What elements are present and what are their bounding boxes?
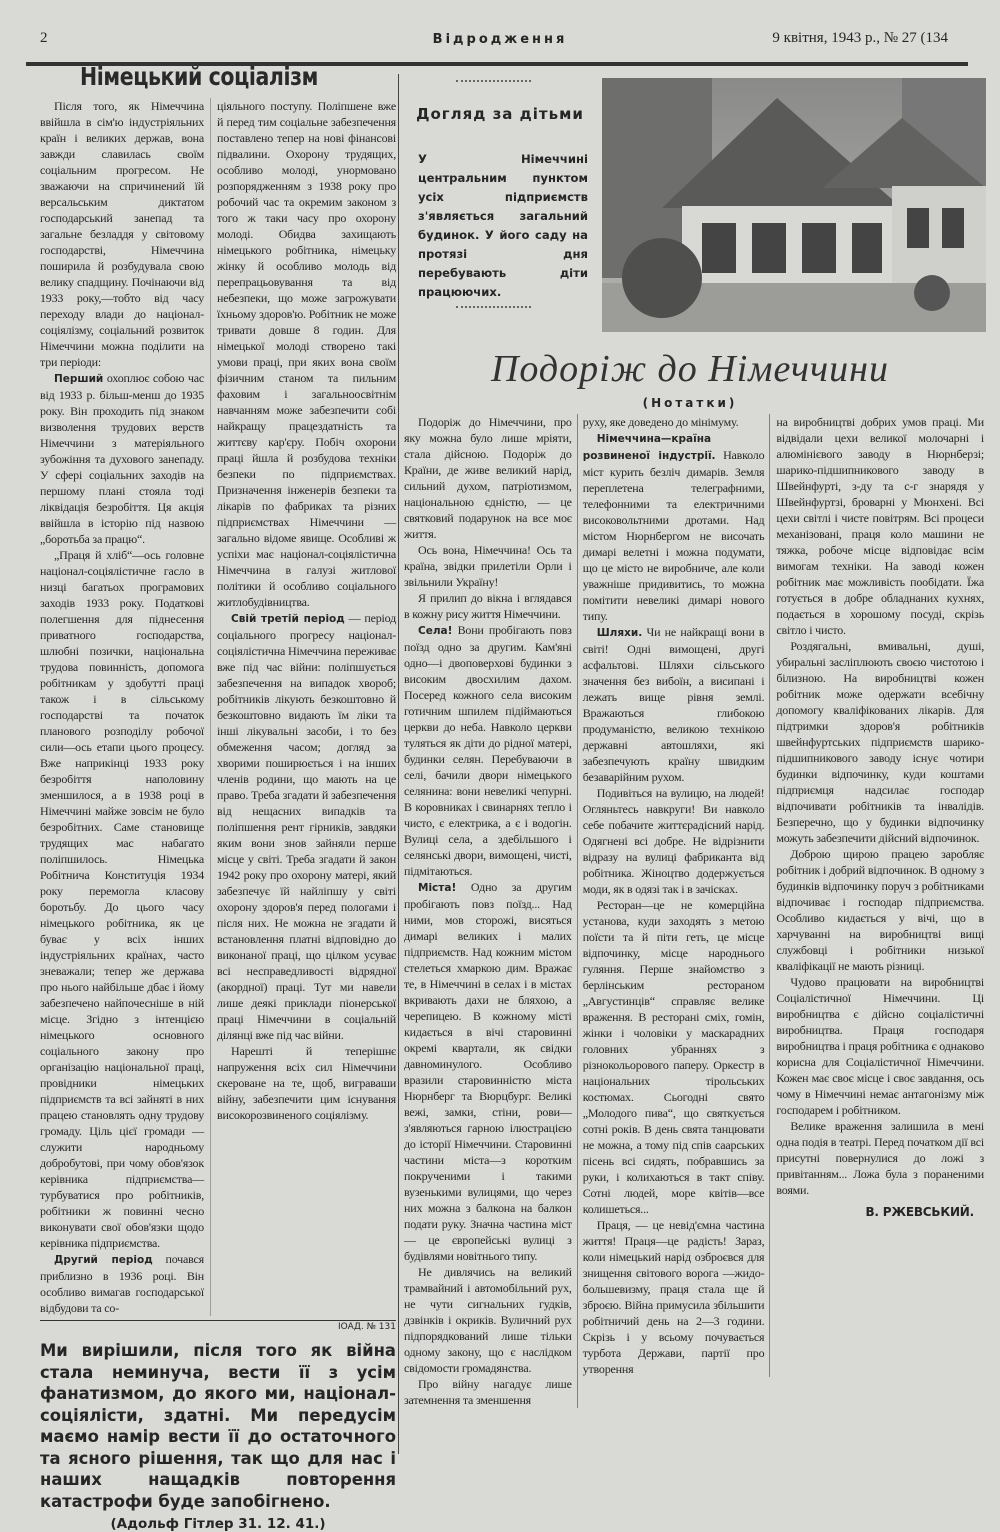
- paragraph: [404, 542, 572, 590]
- article-source: ІОАД. № 131: [40, 1320, 396, 1332]
- paragraph: [776, 1118, 984, 1198]
- paragraph-text: Подоріж до Німеччини, про яку можна було лише мріяти, стала дійсною. Подоріж до Країни, де живе великий нарід, сильний духом, патріотизмом, національною єдністю, — це святковий подарунок на все моє життя.: [404, 415, 572, 541]
- paragraph-lead: Німеччина—країна розвиненої індустрії.: [582, 433, 716, 462]
- paragraph: [217, 1043, 396, 1123]
- quote-text: Ми вирішили, після того як війна стала неминуча, вести її з усім фанатизмом, до якого ми, націонал-соціялісти, здатні. Ми передусім маємо намір вести її до остаточного та ясного рішення, так що для нас і наших нащадків повторення катастрофи буде запобігнено.: [40, 1341, 396, 1511]
- paragraph-text: Велике враження залишила в мені одна подія в театрі. Перед початком дії всі присутні повернулися до ложі з привітанням... Ложа була з пораненими воями.: [776, 1119, 984, 1197]
- paragraph-lead: Перший: [54, 373, 104, 385]
- paragraph-text: почався приблизно в 1936 році. Він особливо вимагав господарської відбудови та со-: [40, 1252, 204, 1315]
- paragraph-text: Не дивлячись на великий трамвайний і автомобільний рух, не чути сигнальних гудків, дзвінків і окриків. Вуличний рух підпорядкований лише тільки одному закону, що є наслідком свідомости громадянства.: [404, 1265, 572, 1375]
- paragraph: [404, 1376, 572, 1408]
- article-columns: [40, 98, 396, 1316]
- section-divider: [398, 74, 399, 1454]
- paragraph-text: Чи не найкращі вони в світі! Одні вимощені, другі асфальтові. Шляхи сільського значення без вибоїн, а висипані і лежать вище рівня землі. Вражаються глибокою продуманістю, великою технікою державні автошляхи, які забезпечують країну швидким безаварійним рухом.: [582, 625, 765, 784]
- paragraph-text: охоплює собою час від 1933 р. більш-менш до 1935 року. Він проходить під знаком визволення трудових верств Німеччини з матеріяльного зубожіння та духового занепаду. У сфері соціальних заходів на першому плані стояла тоді ліквідація безробіття. Ця акція ввійшла в історію під назвою „боротьба за працю“.: [40, 371, 204, 546]
- caption-title: Догляд за дітьми: [416, 105, 584, 123]
- paragraph-text: Доброю щирою працею заробляє робітник і добрий відпочинок. В одному з будинків відпочинку поруч з робітниками відпочиває і господар підприємства. Особливо кидається у вічі, що в харчуванні на виробництві вищі службовці і робітники низької кваліфікації не мають різниці.: [776, 847, 984, 973]
- issue-date: 9 квітня, 1943 р., № 27 (134: [772, 30, 948, 46]
- paragraph: [776, 414, 984, 638]
- paragraph: [583, 414, 765, 430]
- article-column: [404, 414, 578, 1408]
- paragraph-text: Одно за другим пробігають повз поїзд... Над ними, мов сторожі, висяться димарі великих і малих підприємств. Над кожним містом стелеться хмаркою дим. Вражає те, в Німеччині в селах і в містах вкривають дахи не бляхою, а черепицею. В кожному місті кидається в вічі старовинні окремі квартали, як свідки давноминулого. Особливо вразили старовинністю міста Нюрнберг та Вюрцбург. Великі вежі, замки, стіни, рови—з'являються гарною ілюстрацією до історії Німеччини. Старовинні частини міста—з коротким покрученими і такими вузенькими вулицями, що через них можна з балкона на балкон подати руку. Значна частина міст — це європейські вулиці з будівлями новітнього типу.: [404, 880, 572, 1263]
- paragraph: [404, 414, 572, 542]
- paragraph: [583, 785, 765, 897]
- article-columns: [404, 414, 984, 1408]
- paragraph: [583, 897, 765, 1217]
- paragraph: [40, 370, 204, 547]
- kindergarten-house-photo: [602, 78, 986, 332]
- article-column: [211, 98, 396, 1316]
- paragraph-lead: Шляхи.: [596, 627, 643, 639]
- article-title: Подоріж до Німеччини: [490, 348, 889, 390]
- paragraph-text: Вони пробігають повз поїзд одно за другим. Кам'яні одно—і двоповерхові будинки з високим двосхилим дахом. Посеред кожного села високим готичним шпилем підіймаються церкви до неба. Навколо церкви туляться як діти до рідної матері, будинки селян. Перебуваючи в селі, бачили двори німецького селянина: вони невеликі чепурні. В коровниках і свинарнях тепло і чисто, є електрика, а є і водогін. Вулиці села, а здебільшого і селянські двори, вимощені, чисті, підмітаються.: [404, 623, 572, 878]
- paragraph: [404, 590, 572, 622]
- article-author: В. РЖЕВСЬКИЙ.: [865, 1205, 974, 1219]
- paragraph-text: Нарешті й теперішнє напруження всіх сил Німеччини скероване на те, щоб, виграваши війну, забезпечити цим існування високорозвиненого соціялізму.: [217, 1044, 396, 1122]
- paragraph: [776, 846, 984, 974]
- article-section: [40, 98, 396, 1532]
- paragraph: [404, 622, 572, 879]
- paragraph: [583, 624, 765, 785]
- paragraph-text: Чудово працювати на виробництві Соціалістичної Німеччини. Ці виробництва є дійсно соціалістичні виробництва. Праця господаря виробництва і праця робітника є однаково корисна для Соціалістичної Німеччини. Кожен має своє місце і своє завдання, ось чому в Німеччині немає антагонізму між господарем і робітником.: [776, 975, 984, 1117]
- quote-signature: (Адольф Гітлер 31. 12. 41.): [110, 1516, 326, 1532]
- paragraph-text: ціяльного поступу. Поліпшене вже й перед тим соціальне забезпечення поставлено тепер на нові фінансові підвалини. Охорону трудящих, особливо молоді, унормовано розпорядженням з 1938 року про робочий час та окремим законом з того ж таки часу про охорону молоді. Обидва захищають німецького робітника, німецьку жінку й особливо молодь від перепрацьовування та від небезпеки, що може загрожувати їхньому здоров'ю. Робітник не може тривати довше 8 годин. Для німецької молоді створено такі умови праці, при яких вона своїм фізичним станом та пильним фаховим і загальноосвітнім навчанням може забезпечити собі найкращу працездатність та життєву кар'єру. Побіч охорони праці йшла й розбудова техніки безпеки по підприємствах. Призначення інженерів безпеки та лікарів по фабриках та різних підприємствах Німеччини — загально відоме явище. Особливі ж успіхи має націонал-соціялістична Німеччина в галузі житлової політики й особливо соціального житлобудівництва.: [217, 99, 396, 609]
- paragraph-text: „Праця й хліб“—ось головне націонал-соціялістичне гасло в низці багатьох програмових заходів 1933 року. Податкові полегшення для піднесення приватного господарства, шлюбні позички, національна трудова повинність, допомога робітникам у здобутті праці також і в сільському господарстві та початок планового розподілу робочої сили—ось етапи цього процесу. Вже наприкінці 1933 року безробіття наполовину зменшилося, а в 1938 році в Німеччині майже зовсім не було безробітних. Саме становище трудящих мас набагато поліпшилось. Німецька Робітнича Конституція 1934 року перемогла класову боротьбу. До цього часу німецького робітника, як це буває у всіх інших індустріяльних країнах, часто зневажали; тепер же держава про нього найбільше дбає і йому забезпечено найпочесніше в ній місце. Згідно з інтенцією німецького основного соціального закону про організацію національної праці, провідники німецьких підприємств та всі зайняті в них працею становлять одну трудову громаду. Ціль цієї громади — служити народньому добробутові, при чому обов'язок керівника підприємства—турбуватися про робітників, робітники ж повинні чесно виконувати свої обов'язки щодо керівника підприємства.: [40, 548, 204, 1250]
- newspaper-name: Відродження: [432, 32, 568, 47]
- paragraph-text: Роздягальні, вмивальні, душі, убиральні засліплюють своєю чистотою і білизною. На виробництві кожен робітник може одержати всебічну допомогу кваліфікованих лікарів. Для підтримки здоров'я робітників швейнфуртських підприємств шарико-підшипникового заводу існує чотири будинки відпочинку, куди коштами підприємця надсилає господар відпочивати робітників та інвалідів. Безперечно, що у будинки відпочинку можуть забезпечити дійсний відпочинок.: [776, 639, 984, 845]
- article-title: [80, 62, 380, 91]
- page-number: 2: [40, 30, 48, 46]
- paragraph-text: Ось вона, Німеччина! Ось та країна, звідки прилетіли Орли і звільнили Україну!: [404, 543, 572, 589]
- paragraph: [40, 98, 204, 370]
- article-column: [578, 414, 771, 1377]
- paragraph-lead: Міста!: [418, 882, 457, 894]
- paragraph-text: Я прилип до вікна і вглядався в кожну рису життя Німеччини.: [404, 591, 572, 621]
- paragraph-text: Після того, як Німеччина ввійшла в сім'ю індустріяльних країн і великих держав, вона завжди славилась своїм соціальним прогресом. Не зважаючи на спричинений їй версальським диктатом господарський занепад та загальне безладдя у світовому господарстві, Німеччина поширила й розбудувала свою велику спадщину. Почінаючи від 1933 року,—тобто від часу переходу влади до націонал-соціялізму, соціальний розвиток Німеччини можна поділити на три періоди:: [40, 99, 204, 369]
- paragraph: [404, 879, 572, 1264]
- article-subtitle: (Нотатки): [642, 396, 738, 410]
- paragraph-text: — період соціального прогресу націонал-соціялістична Німеччина переживає вже під час війни: поліпшується забезпечення на випадок хвороб; робітників лікують безкоштовно й безкоштовно видають їм ліки та інші лікувальні засоби, і то без обмеження часом; догляд за хворими поширюється і на інших членів родини, що мають на це право. Треба згадати й забезпечення від нещасних випадків та поліпшення рент гірників, завдяки яким вони знов зайняли перше місце у світі. Треба згадати й закон 1942 року про охорону матері, який забезпечує їй найліпшу у світі охорону здоров'я перед пологами і після них. Не можна не згадати й встановлення платні відповідно до виконаної праці, що цілком усуває всі несправедливості відрядної (акордної) праці. Тут ми навели лише деякі приклади піонерської праці Німеччини в соціальній ділянці вже під час війни.: [217, 611, 396, 1042]
- paragraph-text: на виробництві добрих умов праці. Ми відвідали цехи великої молочарні і алюмінієвого заводу в Нюрнберзі; шарико-підшипникового заводу в Швейнфурті, з-ду та с-г знарядя у Швейнфуртзі, броварні у Мюнхені. Всі цехи світлі і чисте повітрям. Всі процеси механізовані, праця коло машини не тяжка, робоче місце відповідає всім вимогам техніки. На заводі кожен робітник має можливість пообідати. Їжа готується в добре обладнаних кухнях, подається в хорошому посуді, скрізь світло і чисто.: [776, 415, 984, 637]
- paragraph-lead: Села!: [418, 625, 453, 637]
- paragraph: [776, 638, 984, 846]
- article-title-text: Німецький соціалізм: [80, 62, 318, 91]
- article-column: [770, 414, 984, 1220]
- paragraph-text: Ресторан—це не комерційна установа, куди заходять з метою поїсти та й піти геть, це місце відпочинку, місце народнього гуляння. Перше знайомство з берлінським рестораном „Августинців“ справляє велике враження. В ресторані сміх, гомін, жінки і чоловіки у маскарадних головних убраннях з різнокольорового паперу. Оркестр в національних тірольських костюмах. Сьогодні свято „Молодого пива“, що святкується сотні років. В день свята танцювати не можна, а тому під спів саарських пісень всі сидять, побравшись за руки, і колихаються в такт співу. Сотні людей, море квітів—все колишеться...: [582, 898, 765, 1216]
- paragraph: [583, 1217, 765, 1377]
- paragraph: [404, 1264, 572, 1376]
- paragraph: [217, 610, 396, 1043]
- caption-text: У Німеччині центральним пунктом усіх підприємств з'являється загальний будинок. У його саду на протязі дня перебувають діти працюючих.: [418, 152, 588, 299]
- paragraph: [40, 1251, 204, 1316]
- paragraph: [40, 547, 204, 1251]
- paragraph: [217, 98, 396, 610]
- paragraph: [776, 974, 984, 1118]
- paragraph-lead: Свій третій період: [231, 613, 345, 625]
- paragraph-lead: Другий період: [54, 1254, 153, 1266]
- paragraph: [583, 430, 765, 624]
- ornament: [456, 300, 531, 308]
- ornament: [456, 74, 531, 82]
- paragraph-text: Праця, — це невід'ємна частина життя! Праця—це радість! Зараз, коли німецький нарід озброєвся для знищення світового ворога —жидо-большевизму, праця стала ще й зброєю. Війна примусила збільшити робітничий день на 2—3 години. Скрізь і у всьому почувається турбота Держави, партії про утворення: [582, 1218, 765, 1376]
- paragraph-text: Подивіться на вулицю, на людей! Огляньтесь навкруги! Ви навколо себе побачите життєрадісний нарід. Одягнені всі добре. Не відрізнити відразу на вулиці фабриканта від робітника. Жіноцтво додержується моди, як в одязі так і в зачісках.: [582, 786, 765, 896]
- article-column: [40, 98, 211, 1316]
- paragraph-text: Навколо міст курить безліч димарів. Земля переплетена телеграфними, телефонними та електричними високовольтними дротами. Над містом Нюрнбергом не височать димарі велетні і можна подумати, що це місто не виробниче, але коли уважніше придивитись, то можна помітити невеликі димарі нового типу.: [582, 448, 765, 623]
- paragraph-text: Про війну нагадує лише затемнення та зменшення: [404, 1377, 572, 1407]
- paragraph-text: руху, яке доведено до мінімуму.: [582, 415, 739, 429]
